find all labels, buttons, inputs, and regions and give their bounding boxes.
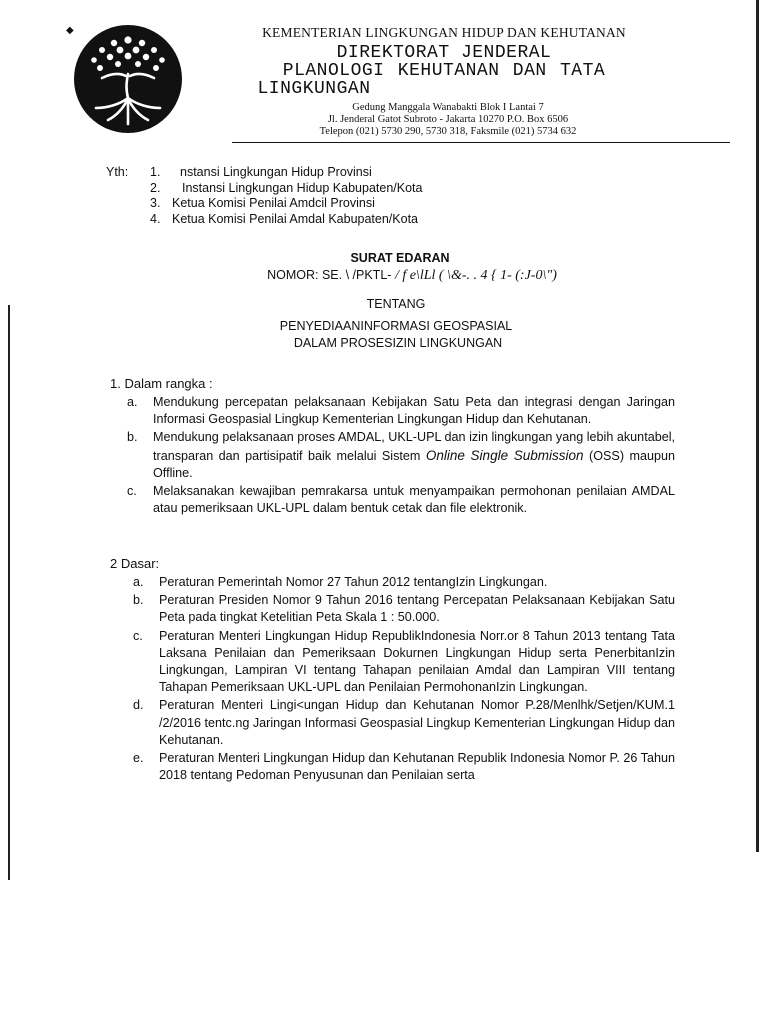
item-label: c. — [127, 484, 137, 499]
list-item — [127, 394, 675, 428]
letterhead-divider — [232, 142, 730, 143]
list-item — [127, 483, 675, 517]
section-1-list — [127, 394, 675, 518]
recipient-text: nstansi Lingkungan Hidup Provinsi — [180, 165, 372, 179]
item-label: d. — [133, 698, 144, 713]
item-text: Mendukung percepatan pelaksanaan Kebijakan Satu Peta dan integrasi dengan Jaringan Informasi Geospasial Lingkup Kementerian Lingkungan Hidup dan Kehutanan. — [153, 395, 675, 427]
item-text: Mendukung pelaksanaan proses AMDAL, UKL-UPL dan izin lingkungan yang lebih akuntabel, transparan dan partisipatif baik melalui Sistem Online Single Submission (OSS) maupun Offline. — [153, 430, 675, 480]
ministry-name: KEMENTERIAN LINGKUNGAN HIDUP DAN KEHUTANAN — [262, 25, 626, 40]
scan-mark: ◆ — [66, 25, 74, 36]
letter-tentang: TENTANG — [366, 297, 426, 311]
letter-subject-line-2: DALAM PROSESIZIN LINGKUNGAN — [293, 336, 503, 350]
item-label: e. — [133, 751, 144, 766]
list-item — [133, 574, 675, 591]
address-line-3: Telepon (021) 5730 290, 5730 318, Faksmile (021) 5734 632 — [319, 126, 577, 137]
address-line-1: Gedung Manggala Wanabakti Blok I Lantai 7 — [352, 102, 544, 113]
list-item — [133, 750, 675, 784]
recipient-row — [106, 181, 422, 197]
letter-number — [102, 268, 722, 284]
recipients-block — [106, 165, 422, 227]
recipients-lead: Yth: — [106, 165, 129, 179]
directorate-line-2: PLANOLOGI KEHUTANAN DAN TATA — [282, 61, 606, 81]
recipient-number: 3. — [150, 196, 161, 210]
scan-edge-right — [756, 0, 759, 852]
letter-subject-line-1: PENYEDIAANINFORMASI GEOSPASIAL — [279, 319, 513, 333]
italic-term: Online Single Submission — [425, 447, 584, 463]
item-text: Peraturan Pemerintah Nomor 27 Tahun 2012 tentangIzin Lingkungan. — [159, 575, 548, 589]
list-item — [133, 628, 675, 697]
item-text: Peraturan Menteri Lingkungan Hidup dan Kehutanan Republik Indonesia Nomor P. 26 Tahun 2018 tentang Pedoman Penyusunan dan Penilaian serta — [159, 751, 675, 783]
section-2-list — [133, 574, 675, 785]
recipient-row — [106, 212, 422, 228]
recipient-text: Ketua Komisi Penilai Amdal Kabupaten/Kota — [172, 211, 418, 226]
ministry-tree-emblem-icon — [72, 24, 184, 134]
item-label: a. — [133, 575, 144, 589]
letter-number-prefix: NOMOR: SE. \ /PKTL- — [267, 268, 392, 282]
recipient-row — [106, 165, 422, 181]
recipient-number: 2. — [150, 180, 161, 195]
item-text: Melaksanakan kewajiban pemrakarsa untuk menyampaikan permohonan penilaian AMDAL atau pemeriksaan UKL-UPL dalam bentuk cetak dan file elektronik. — [153, 484, 675, 516]
directorate-line-1: DIREKTORAT JENDERAL — [336, 43, 552, 63]
list-item — [133, 697, 675, 749]
recipient-row — [106, 196, 422, 212]
recipient-text: Ketua Komisi Penilai Amdcil Provinsi — [172, 196, 375, 210]
item-label: b. — [127, 430, 138, 445]
list-item — [133, 592, 675, 626]
list-item — [127, 429, 675, 482]
letter-number-handwritten: / f e\lLl ( \&-. . 4 { 1- (:J-0\") — [391, 268, 557, 283]
item-label: b. — [133, 593, 144, 608]
directorate-line-3: LINGKUNGAN — [257, 79, 371, 99]
item-text: Peraturan Presiden Nomor 9 Tahun 2016 tentang Percepatan Pelaksanaan Kebijakan Satu Peta pada tingkat Ketelitian Peta Skala 1 : 50.000. — [159, 593, 675, 625]
recipient-number: 4. — [150, 211, 161, 226]
recipient-number: 1. — [150, 165, 161, 179]
item-label: a. — [127, 395, 138, 409]
item-label: c. — [133, 628, 143, 643]
address-line-2: Jl. Jenderal Gatot Subroto - Jakarta 10270 P.O. Box 6506 — [327, 114, 569, 125]
recipient-text: Instansi Lingkungan Hidup Kabupaten/Kota — [182, 180, 423, 195]
section-2-heading: 2 Dasar: — [110, 556, 160, 571]
item-text: Peraturan Menteri Lingi<ungan Hidup dan Kehutanan Nomor P.28/Menlhk/Setjen/KUM.1 /2/2016 tentc.ng Jaringan Informasi Geospasial Lingkup Kementerian Lingkungan Hidup dan Kehutanan. — [159, 698, 675, 747]
section-1-heading: 1. Dalam rangka : — [110, 376, 213, 391]
letter-title: SURAT EDARAN — [350, 251, 450, 265]
scan-edge-left — [8, 305, 10, 880]
item-text: Peraturan Menteri Lingkungan Hidup RepublikIndonesia Norr.or 8 Tahun 2013 tentang Tata Laksana Penilaian dan Pemeriksaan Dokurnen Lingkungan Hidup serta PenerbitanIzin Lingkungan, Lampiran VI tentang Tahapan penilaian Amdal dan Lampiran VIII tentang Tahapan Pemeriksaan UKL-UPL dan Penilaian PermohonanIzin Lingkungan. — [159, 628, 675, 695]
